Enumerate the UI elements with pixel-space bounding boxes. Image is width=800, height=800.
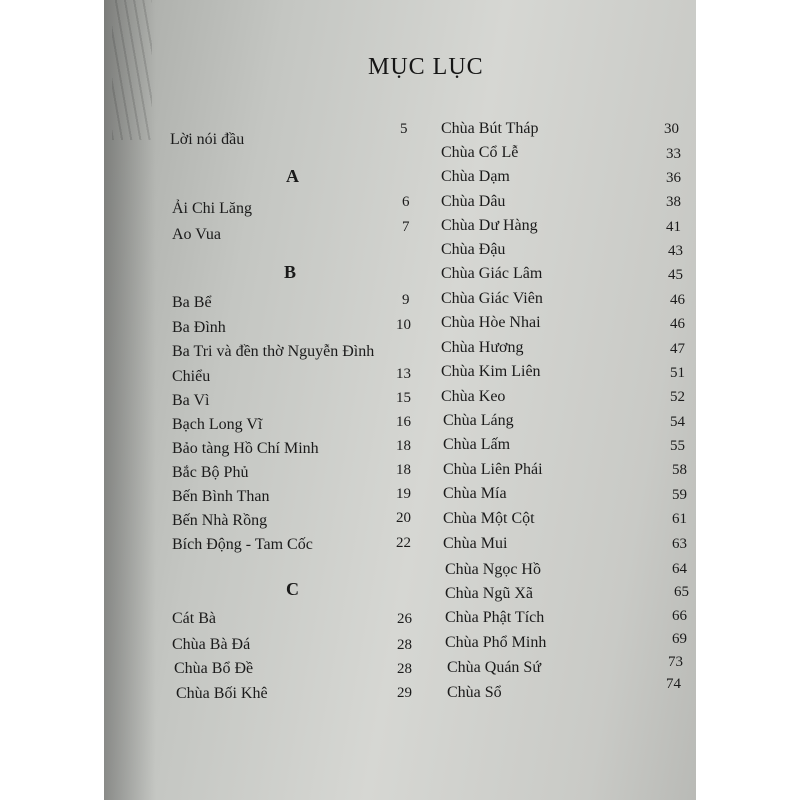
toc-entry-page: 30 <box>664 121 679 137</box>
toc-entry-label: Ba Đình <box>172 319 226 336</box>
toc-entry-page: 46 <box>670 316 685 332</box>
toc-entry-label: Chùa Bút Tháp <box>441 120 539 137</box>
toc-entry-label: Chùa Phật Tích <box>445 609 545 626</box>
toc-entry-page: 6 <box>402 194 410 210</box>
toc-entry-page: 45 <box>668 267 683 283</box>
toc-entry-label: Bến Nhà Rồng <box>172 512 268 529</box>
toc-entry-label: Bắc Bộ Phủ <box>172 464 249 481</box>
toc-entry-label: Chùa Láng <box>443 412 514 429</box>
section-heading-c: C <box>286 579 299 599</box>
toc-entry-label: Chùa Kim Liên <box>441 363 541 380</box>
toc-entry-page: 15 <box>396 390 411 406</box>
toc-entry-page: 55 <box>670 438 685 454</box>
toc-entry-label: Bến Bình Than <box>172 488 270 505</box>
facing-page-bleed <box>112 0 152 140</box>
section-heading-a: A <box>286 166 299 186</box>
toc-entry-label: Chùa Sổ <box>447 684 502 701</box>
toc-entry-label: Bảo tàng Hồ Chí Minh <box>172 440 319 457</box>
toc-entry-page: 20 <box>396 510 411 526</box>
toc-entry-page: 5 <box>400 121 408 137</box>
toc-entry-label: Chùa Dạm <box>441 168 510 185</box>
toc-entry-page: 66 <box>672 608 687 624</box>
toc-entry-label: Chiểu <box>172 368 211 385</box>
toc-entry-page: 29 <box>397 685 412 701</box>
toc-entry-label: Chùa Bà Đá <box>172 636 251 653</box>
toc-entry-page: 63 <box>672 536 687 552</box>
toc-entry-label: Chùa Bối Khê <box>176 685 268 702</box>
toc-entry-page: 59 <box>672 487 687 503</box>
toc-entry-label: Ba Vì <box>172 392 210 409</box>
toc-entry-label: Chùa Giác Lâm <box>441 265 543 282</box>
toc-entry-label: Chùa Ngọc Hồ <box>445 561 541 578</box>
toc-entry-page: 36 <box>666 170 681 186</box>
toc-entry-label: Chùa Ngũ Xã <box>445 585 533 602</box>
toc-entry-label: Chùa Dư Hàng <box>441 217 538 234</box>
page-title: MỤC LỤC <box>368 54 484 80</box>
toc-entry-page: 28 <box>397 661 412 677</box>
toc-entry-label: Lời nói đầu <box>170 131 245 148</box>
toc-entry-label: Chùa Hòe Nhai <box>441 314 541 331</box>
toc-entry-page: 9 <box>402 292 410 308</box>
toc-entry-page: 19 <box>396 486 411 502</box>
toc-entry-page: 58 <box>672 462 687 478</box>
toc-entry-label: Chùa Cổ Lễ <box>441 144 519 161</box>
toc-entry-label: Chùa Một Cột <box>443 510 535 527</box>
toc-entry-page: 22 <box>396 535 411 551</box>
toc-entry-label: Chùa Quán Sứ <box>447 659 541 676</box>
toc-entry-page: 54 <box>670 414 685 430</box>
toc-entry-label: Chùa Mía <box>443 485 507 502</box>
toc-entry-page: 10 <box>396 317 411 333</box>
toc-entry-label: Ải Chi Lăng <box>172 200 252 217</box>
toc-entry-label: Bích Động - Tam Cốc <box>172 536 313 553</box>
toc-entry-label: Ao Vua <box>172 226 221 243</box>
toc-entry-label: Bạch Long Vĩ <box>172 416 263 433</box>
toc-entry-label: Chùa Lấm <box>443 436 511 453</box>
toc-entry-page: 13 <box>396 366 411 382</box>
toc-entry-page: 73 <box>668 654 683 670</box>
toc-entry-label: Chùa Hương <box>441 339 524 356</box>
toc-entry-page: 51 <box>670 365 685 381</box>
toc-entry-page: 7 <box>402 219 410 235</box>
toc-entry-page: 43 <box>668 243 683 259</box>
toc-entry-label: Chùa Dâu <box>441 193 506 210</box>
toc-entry-label: Ba Tri và đền thờ Nguyễn Đình <box>172 343 375 360</box>
toc-entry-page: 46 <box>670 292 685 308</box>
toc-entry-page: 65 <box>674 584 689 600</box>
toc-entry-label: Chùa Phổ Minh <box>445 634 547 651</box>
toc-entry-label: Chùa Keo <box>441 388 506 405</box>
toc-entry-page: 74 <box>666 676 681 692</box>
toc-entry-label: Chùa Giác Viên <box>441 290 543 307</box>
toc-entry-label: Cát Bà <box>172 610 216 627</box>
toc-entry-label: Chùa Bổ Đề <box>174 660 254 677</box>
toc-entry-page: 69 <box>672 631 687 647</box>
toc-entry-page: 18 <box>396 462 411 478</box>
toc-entry-page: 33 <box>666 146 681 162</box>
toc-entry-page: 26 <box>397 611 412 627</box>
toc-entry-page: 64 <box>672 561 687 577</box>
toc-entry-page: 18 <box>396 438 411 454</box>
toc-entry-page: 61 <box>672 511 687 527</box>
toc-entry-page: 41 <box>666 219 681 235</box>
toc-entry-label: Chùa Mui <box>443 535 508 552</box>
toc-entry-label: Chùa Liên Phái <box>443 461 543 478</box>
toc-entry-page: 16 <box>396 414 411 430</box>
toc-entry-page: 52 <box>670 389 685 405</box>
toc-entry-page: 47 <box>670 341 685 357</box>
toc-entry-page: 28 <box>397 637 412 653</box>
toc-entry-label: Ba Bể <box>172 294 212 311</box>
section-heading-b: B <box>284 262 297 282</box>
toc-entry-page: 38 <box>666 194 681 210</box>
toc-entry-label: Chùa Đậu <box>441 241 506 258</box>
